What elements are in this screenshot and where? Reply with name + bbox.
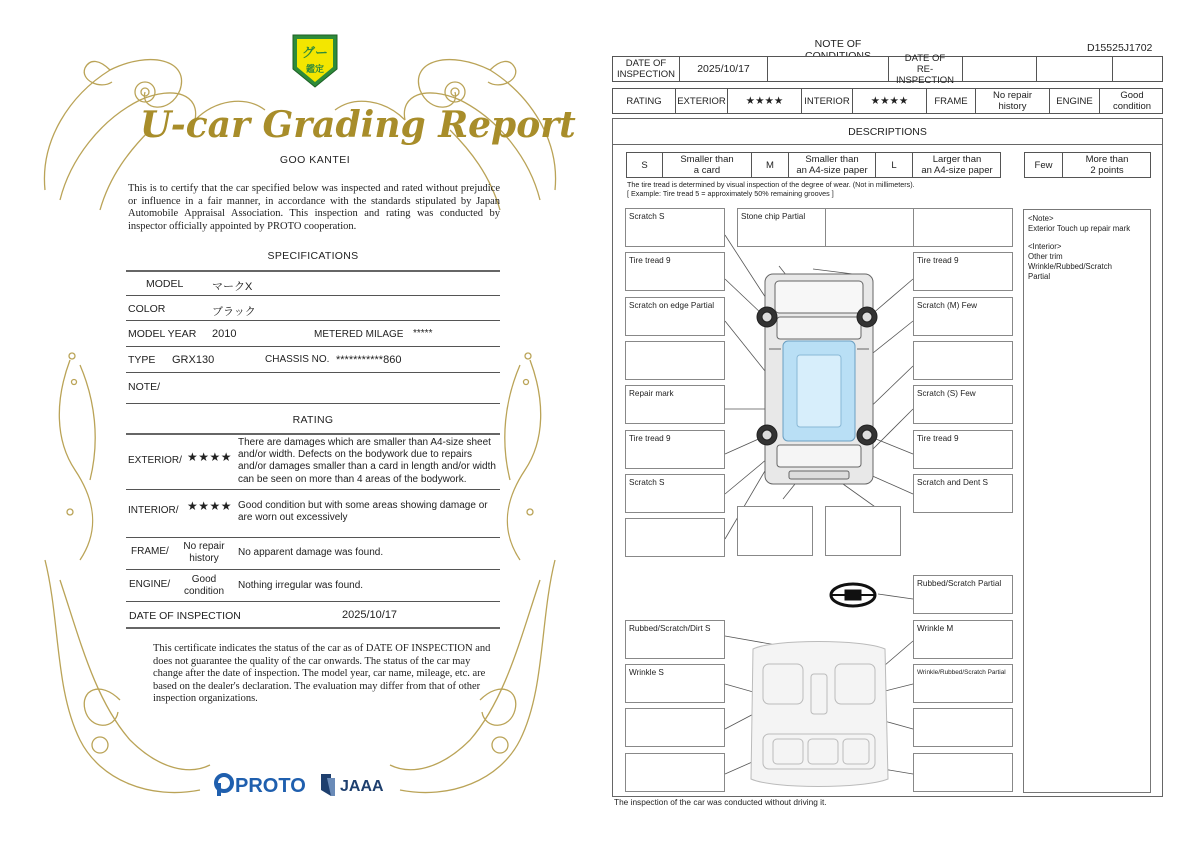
desc-box: [737, 506, 813, 556]
desc-box: [825, 506, 901, 556]
desc-box: Tire tread 9: [625, 252, 725, 291]
empty-cell: [768, 57, 889, 81]
metered-mileage-value: *****: [413, 328, 433, 339]
desc-box: Rubbed/Scratch/Dirt S: [625, 620, 725, 659]
date-of-inspection-label: DATE OF INSPECTION: [129, 610, 241, 622]
desc-box: [625, 341, 725, 380]
desc-box: Scratch and Dent S: [913, 474, 1013, 513]
desc-box: [625, 518, 725, 557]
proto-logo-text: PROTO: [235, 775, 306, 797]
color-label: COLOR: [128, 303, 166, 315]
divider: [126, 295, 500, 296]
desc-box: Rubbed/Scratch Partial: [913, 575, 1013, 614]
frame-label: FRAME/: [131, 546, 169, 557]
rating-row: [612, 88, 1163, 114]
sheet-title: NOTE OF: [814, 38, 862, 50]
desc-box: Scratch on edge Partial: [625, 297, 725, 336]
model-label: MODEL: [146, 278, 184, 290]
reinspection-value: [963, 57, 1037, 81]
sheet-footer: The inspection of the car was conducted without driving it.: [614, 797, 827, 807]
specifications-heading: SPECIFICATIONS: [267, 250, 359, 262]
descriptions-panel: [612, 118, 1163, 797]
divider: [126, 627, 500, 629]
desc-box: [825, 208, 925, 247]
desc-box: [913, 708, 1013, 747]
date-of-inspection-value: 2025/10/17: [680, 57, 768, 81]
legend-l-desc: Larger than an A4-size paper: [921, 154, 993, 176]
divider: [126, 433, 500, 435]
model-year-value: 2010: [212, 328, 237, 340]
proto-logo: [213, 770, 313, 798]
rating-heading: RATING: [292, 414, 334, 426]
engine-text: Nothing irregular was found.: [238, 580, 364, 591]
note-line: Other trim: [1028, 252, 1063, 262]
exterior-label: EXTERIOR: [676, 89, 728, 113]
desc-box: Scratch (M) Few: [913, 297, 1013, 336]
frame-text: No apparent damage was found.: [238, 547, 384, 558]
svg-text:グー: グー: [301, 45, 329, 60]
note-line: Exterior Touch up repair mark: [1028, 223, 1131, 233]
sheet-code: D15525J1702: [1087, 42, 1153, 54]
divider: [126, 537, 500, 538]
model-value: マークX: [212, 281, 253, 293]
interior-stars: ★★★★: [853, 89, 927, 113]
note-heading: <Note>: [1028, 214, 1054, 223]
legend-m-desc: Smaller than an A4-size paper: [789, 153, 876, 177]
desc-box: Wrinkle S: [625, 664, 725, 703]
interior-rating-text: Good condition but with some areas showing damage or are worn out excessively: [238, 500, 488, 524]
desc-box: Tire tread 9: [913, 430, 1013, 469]
goo-kantei-logo: [287, 31, 343, 91]
desc-box: Tire tread 9: [625, 430, 725, 469]
exterior-label: EXTERIOR/: [128, 455, 182, 466]
tire-tread-note: The tire tread is determined by visual inspection of the degree of wear. (Not in millimeters). [ Example: Tire tread 5 = approximately 50% remaining grooves ]: [627, 180, 915, 198]
legend-m: M: [752, 153, 789, 177]
desc-box: Wrinkle/Rubbed/Scratch Partial: [913, 664, 1013, 703]
certificate-subtitle: GOO KANTEI: [279, 154, 351, 166]
desc-box: [913, 341, 1013, 380]
note-line: Partial: [1028, 271, 1051, 281]
interior-label: INTERIOR: [802, 89, 853, 113]
metered-mileage-label: METERED MILAGE: [314, 329, 404, 340]
note-interior-heading: <Interior>: [1028, 242, 1062, 252]
desc-box: Tire tread 9: [913, 252, 1013, 291]
interior-label: INTERIOR/: [128, 505, 179, 516]
frame-label: FRAME: [927, 89, 976, 113]
certificate-intro: This is to certify that the car specified below was inspected and rated without prejudice or influence in a fair manner, in accordance with the standards stipulated by Japan Automobile Appraisal Association. This inspection and rating was conducted by inspector officially appointed by PROTO cooperation.: [128, 183, 500, 232]
note-box: [1023, 209, 1151, 793]
desc-box: [625, 708, 725, 747]
type-value: GRX130: [172, 354, 215, 366]
reinspection-label: DATE OF RE-INSPECTION: [888, 57, 963, 81]
desc-box: [913, 208, 1013, 247]
empty-cell: [1037, 57, 1113, 81]
chassis-value: ***********860: [336, 354, 402, 366]
date-row: [612, 52, 1163, 86]
jaaa-logo: [318, 770, 398, 798]
frame-value: No repair history: [976, 89, 1050, 113]
date-of-inspection-label: DATE OF INSPECTION: [613, 57, 680, 81]
desc-box: Wrinkle M: [913, 620, 1013, 659]
desc-box: Scratch S: [625, 474, 725, 513]
desc-box: Repair mark: [625, 385, 725, 424]
engine-label: ENGINE/: [129, 579, 171, 590]
steering-wheel-icon: [831, 584, 875, 606]
jaaa-logo-text: JAAA: [340, 778, 384, 795]
interior-stars: ★★★★: [187, 499, 233, 513]
rating-label: RATING: [613, 89, 676, 113]
desc-box: Scratch S: [625, 208, 725, 247]
model-year-label: MODEL YEAR: [128, 328, 197, 340]
divider: [126, 601, 500, 602]
svg-text:鑑定: 鑑定: [305, 64, 325, 74]
exterior-rating-text: There are damages which are smaller than A4-size sheet and/or width. Defects on the bodywork due to repairs and/or damages smaller than a card in length and/or width can be seen on more than 4 areas of the bodywork.: [238, 437, 496, 485]
type-label: TYPE: [128, 354, 156, 366]
divider: [126, 403, 500, 404]
divider: [126, 372, 500, 373]
note-of-conditions-sheet: [600, 0, 1200, 848]
engine-label: ENGINE: [1050, 89, 1100, 113]
frame-value: No repair history: [183, 541, 225, 564]
note-line: Wrinkle/Rubbed/Scratch: [1028, 261, 1112, 271]
descriptions-heading: DESCRIPTIONS: [613, 119, 1162, 145]
engine-value: Good condition: [183, 574, 225, 597]
certificate-footer: This certificate indicates the status of the car as of DATE OF INSPECTION and does not guarantee the quality of the car onwards. The status of the car may change after the date of inspection. The model year, car name, mileage, etc. are based on the dealer's declaration. The evaluation may differ from that of other inspection organizations.: [153, 643, 491, 705]
car-interior-view: [751, 642, 888, 787]
divider: [126, 569, 500, 570]
divider: [126, 346, 500, 347]
exterior-stars: ★★★★: [187, 450, 233, 464]
desc-box: Scratch (S) Few: [913, 385, 1013, 424]
empty-cell: [1113, 57, 1164, 81]
desc-box: [625, 753, 725, 792]
desc-box: [913, 753, 1013, 792]
legend-few: Few: [1025, 153, 1063, 177]
date-of-inspection-value: 2025/10/17: [342, 609, 398, 621]
divider: [126, 320, 500, 321]
divider: [126, 489, 500, 490]
legend-few-desc: More than 2 points: [1085, 154, 1129, 176]
color-value: ブラック: [212, 306, 256, 318]
note-label: NOTE/: [128, 381, 161, 393]
divider: [126, 270, 500, 272]
certificate-title: U-car Grading Report: [140, 104, 576, 146]
exterior-stars: ★★★★: [728, 89, 802, 113]
legend-l: L: [876, 153, 913, 177]
desc-box: Stone chip Partial: [737, 208, 837, 247]
legend-s: S: [627, 153, 663, 177]
engine-value: Good condition: [1112, 90, 1152, 112]
car-top-view: [765, 274, 873, 484]
chassis-label: CHASSIS NO.: [265, 354, 330, 365]
few-legend: [1024, 152, 1151, 178]
legend-s-desc: Smaller than a card: [663, 153, 752, 177]
